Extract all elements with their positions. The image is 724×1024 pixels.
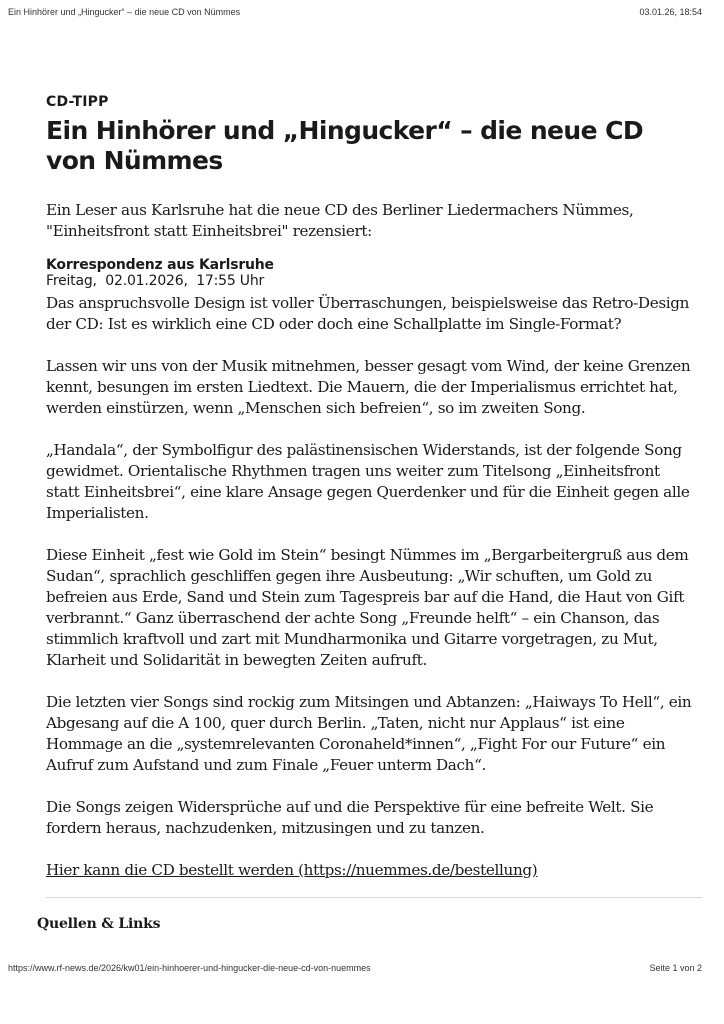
paragraph-3: „Handala“, der Symbolfigur des palästinensischen Widerstands, ist der folgende Song gewidmet. Orientalische Rhythmen tragen uns weiter zum Titelsong „Einheitsfront statt Einheitsbrei“, eine klare Ansage gegen Querdenker und für die Einheit gegen alle Imperialisten.	[46, 441, 690, 522]
paragraph-6: Die Songs zeigen Widersprüche auf und die Perspektive für eine befreite Welt. Sie fordern heraus, nachzudenken, mitzusingen und zu tanzen.	[46, 798, 654, 837]
print-header-title: Ein Hinhörer und „Hingucker“ – die neue CD von Nümmes	[8, 7, 241, 17]
print-footer	[8, 963, 702, 973]
order-cd-link[interactable]: Hier kann die CD bestellt werden (https://nuemmes.de/bestellung)	[46, 861, 538, 879]
paragraph-4: Diese Einheit „fest wie Gold im Stein“ besingt Nümmes im „Bergarbeitergruß aus dem Sudan“, sprachlich geschliffen gegen ihre Ausbeutung: „Wir schuften, um Gold zu befreien aus Erde, Sand und Stein zum Tagespreis bar auf die Hand, die Haut von Gift verbrannt.“ Ganz überraschend der achte Song „Freunde helft“ – ein Chanson, das stimmlich kraftvoll und zart mit Mundharmonika und Gitarre vorgetragen, zu Mut, Klarheit und Solidarität in bewegten Zeiten aufruft.	[46, 546, 689, 669]
article-body	[46, 293, 696, 839]
print-header	[8, 7, 702, 17]
print-footer-page: Seite 1 von 2	[649, 963, 702, 973]
author-line: Korrespondenz aus Karlsruhe	[46, 257, 274, 273]
date-text: Freitag, 02.01.2026, 17:55 Uhr	[46, 273, 265, 289]
article	[46, 94, 696, 881]
paragraph-2: Lassen wir uns von der Musik mitnehmen, besser gesagt vom Wind, der keine Grenzen kennt, besungen im ersten Liedtext. Die Mauern, die der Imperialismus errichtet hat, werden einstürzen, wenn „Menschen sich befreien“, so im zweiten Song.	[46, 357, 691, 417]
section-divider	[46, 897, 702, 898]
date-line	[46, 273, 696, 289]
sources-heading: Quellen & Links	[37, 916, 161, 932]
kicker: CD-TIPP	[46, 94, 109, 110]
lead-text: Ein Leser aus Karlsruhe hat die neue CD des Berliner Liedermachers Nümmes, "Einheitsfront statt Einheitsbrei" rezensiert:	[46, 201, 634, 240]
paragraph-1: Das anspruchsvolle Design ist voller Überraschungen, beispielsweise das Retro-Design der CD: Ist es wirklich eine CD oder doch eine Schallplatte im Single-Format?	[46, 294, 690, 333]
headline: Ein Hinhörer und „Hingucker“ – die neue CD von Nümmes	[46, 116, 643, 175]
print-footer-url: https://www.rf-news.de/2026/kw01/ein-hinhoerer-und-hingucker-die-neue-cd-von-nuemmes	[8, 963, 371, 973]
paragraph-5: Die letzten vier Songs sind rockig zum Mitsingen und Abtanzen: „Haiways To Hell“, ein Abgesang auf die A 100, quer durch Berlin. „Taten, nicht nur Applaus“ ist eine Hommage an die „systemrelevanten Coronaheld*innen“, „Fight For our Future“ ein Aufruf zum Aufstand und zum Finale „Feuer unterm Dach“.	[46, 693, 692, 774]
print-header-datetime: 03.01.26, 18:54	[639, 7, 702, 17]
